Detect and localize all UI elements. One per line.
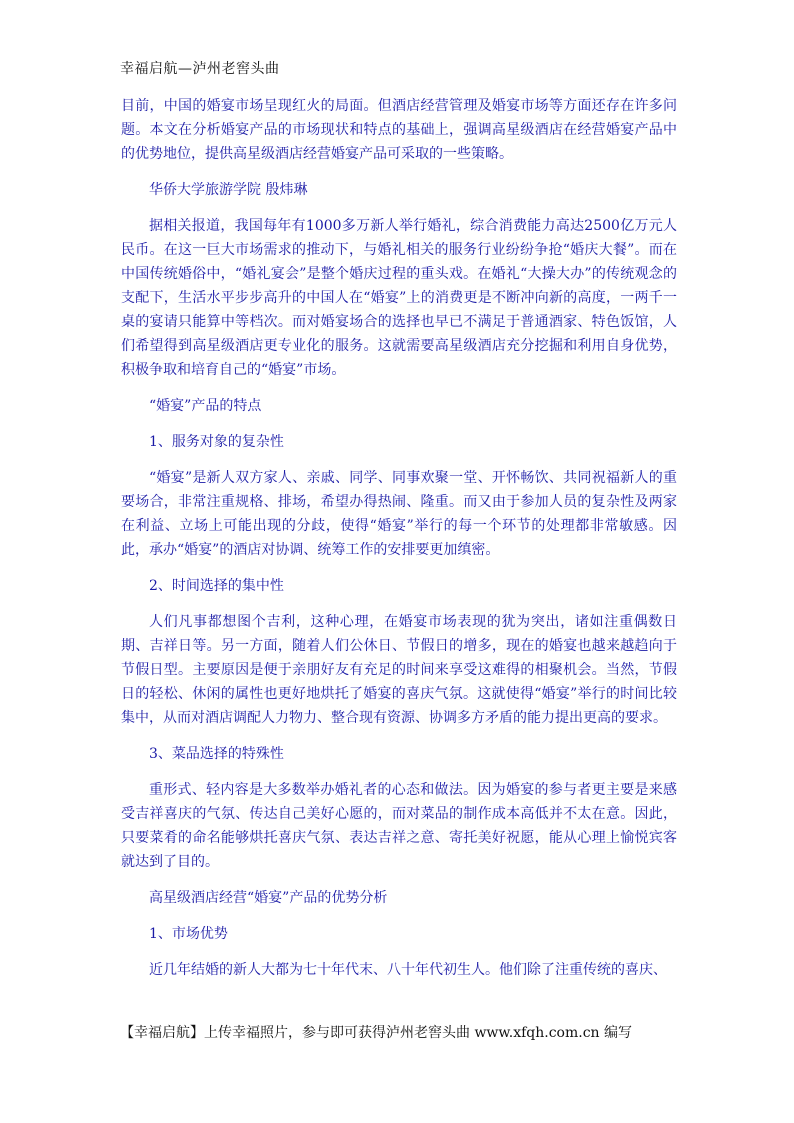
paragraph-market: 近几年结婚的新人大都为七十年代末、八十年代初生人。他们除了注重传统的喜庆、 <box>149 962 667 978</box>
page-footer: 【幸福启航】上传幸福照片，参与即可获得泸州老窖头曲 www.xfqh.com.cn 编写 <box>120 1025 632 1041</box>
article-body <box>121 94 677 982</box>
abstract-paragraph: 目前，中国的婚宴市场呈现红火的局面。但酒店经营管理及婚宴市场等方面还存在许多问题。本文在分析婚宴产品的市场现状和特点的基础上，强调高星级酒店在经营婚宴产品中的优势地位，提供高星级酒店经营婚宴产品可采取的一些策略。 <box>121 98 677 162</box>
page-header: 幸福启航—泸州老窖头曲 <box>120 61 280 77</box>
subheading-complexity: 1、服务对象的复杂性 <box>149 434 284 450</box>
subheading-dishes: 3、菜品选择的特殊性 <box>149 746 284 762</box>
subheading-market: 1、市场优势 <box>149 926 228 942</box>
intro-paragraph: 据相关报道，我国每年有1000多万新人举行婚礼，综合消费能力高达2500亿万元人民币。在这一巨大市场需求的推动下，与婚礼相关的服务行业纷纷争抢“婚庆大餐”。而在中国传统婚俗中，“婚礼宴会”是整个婚庆过程的重头戏。在婚礼“大操大办”的传统观念的支配下，生活水平步步高升的中国人在“婚宴”上的消费更是不断冲向新的高度，一两千一桌的宴请只能算中等档次。而对婚宴场合的选择也早已不满足于普通酒家、特色饭馆，人们希望得到高星级酒店更专业化的服务。这就需要高星级酒店充分挖掘和利用自身优势，积极争取和培育自己的“婚宴”市场。 <box>121 218 677 378</box>
author-line: 华侨大学旅游学院 殷炜琳 <box>149 182 308 198</box>
subheading-timing: 2、时间选择的集中性 <box>149 578 284 594</box>
paragraph-complexity: “婚宴”是新人双方家人、亲戚、同学、同事欢聚一堂、开怀畅饮、共同祝福新人的重要场合，非常注重规格、排场，希望办得热闹、隆重。而又由于参加人员的复杂性及两家在利益、立场上可能出现的分歧，使得“婚宴”举行的每一个环节的处理都非常敏感。因此，承办“婚宴”的酒店对协调、统筹工作的安排要更加缜密。 <box>121 470 677 558</box>
paragraph-dishes: 重形式、轻内容是大多数举办婚礼者的心态和做法。因为婚宴的参与者更主要是来感受吉祥喜庆的气氛、传达自己美好心愿的，而对菜品的制作成本高低并不太在意。因此，只要菜肴的命名能够烘托喜庆气氛、表达吉祥之意、寄托美好祝愿，能从心理上愉悦宾客就达到了目的。 <box>121 782 677 870</box>
paragraph-timing: 人们凡事都想图个吉利，这种心理，在婚宴市场表现的犹为突出，诸如注重偶数日期、吉祥日等。另一方面，随着人们公休日、节假日的增多，现在的婚宴也越来越趋向于节假日型。主要原因是便于亲朋好友有充足的时间来享受这难得的相聚机会。当然，节假日的轻松、休闲的属性也更好地烘托了婚宴的喜庆气氛。这就使得“婚宴”举行的时间比较集中，从而对酒店调配人力物力、整合现有资源、协调多方矛盾的能力提出更高的要求。 <box>121 614 677 726</box>
section-heading-features: “婚宴”产品的特点 <box>149 398 262 414</box>
section-heading-advantages: 高星级酒店经营“婚宴”产品的优势分析 <box>149 890 388 906</box>
